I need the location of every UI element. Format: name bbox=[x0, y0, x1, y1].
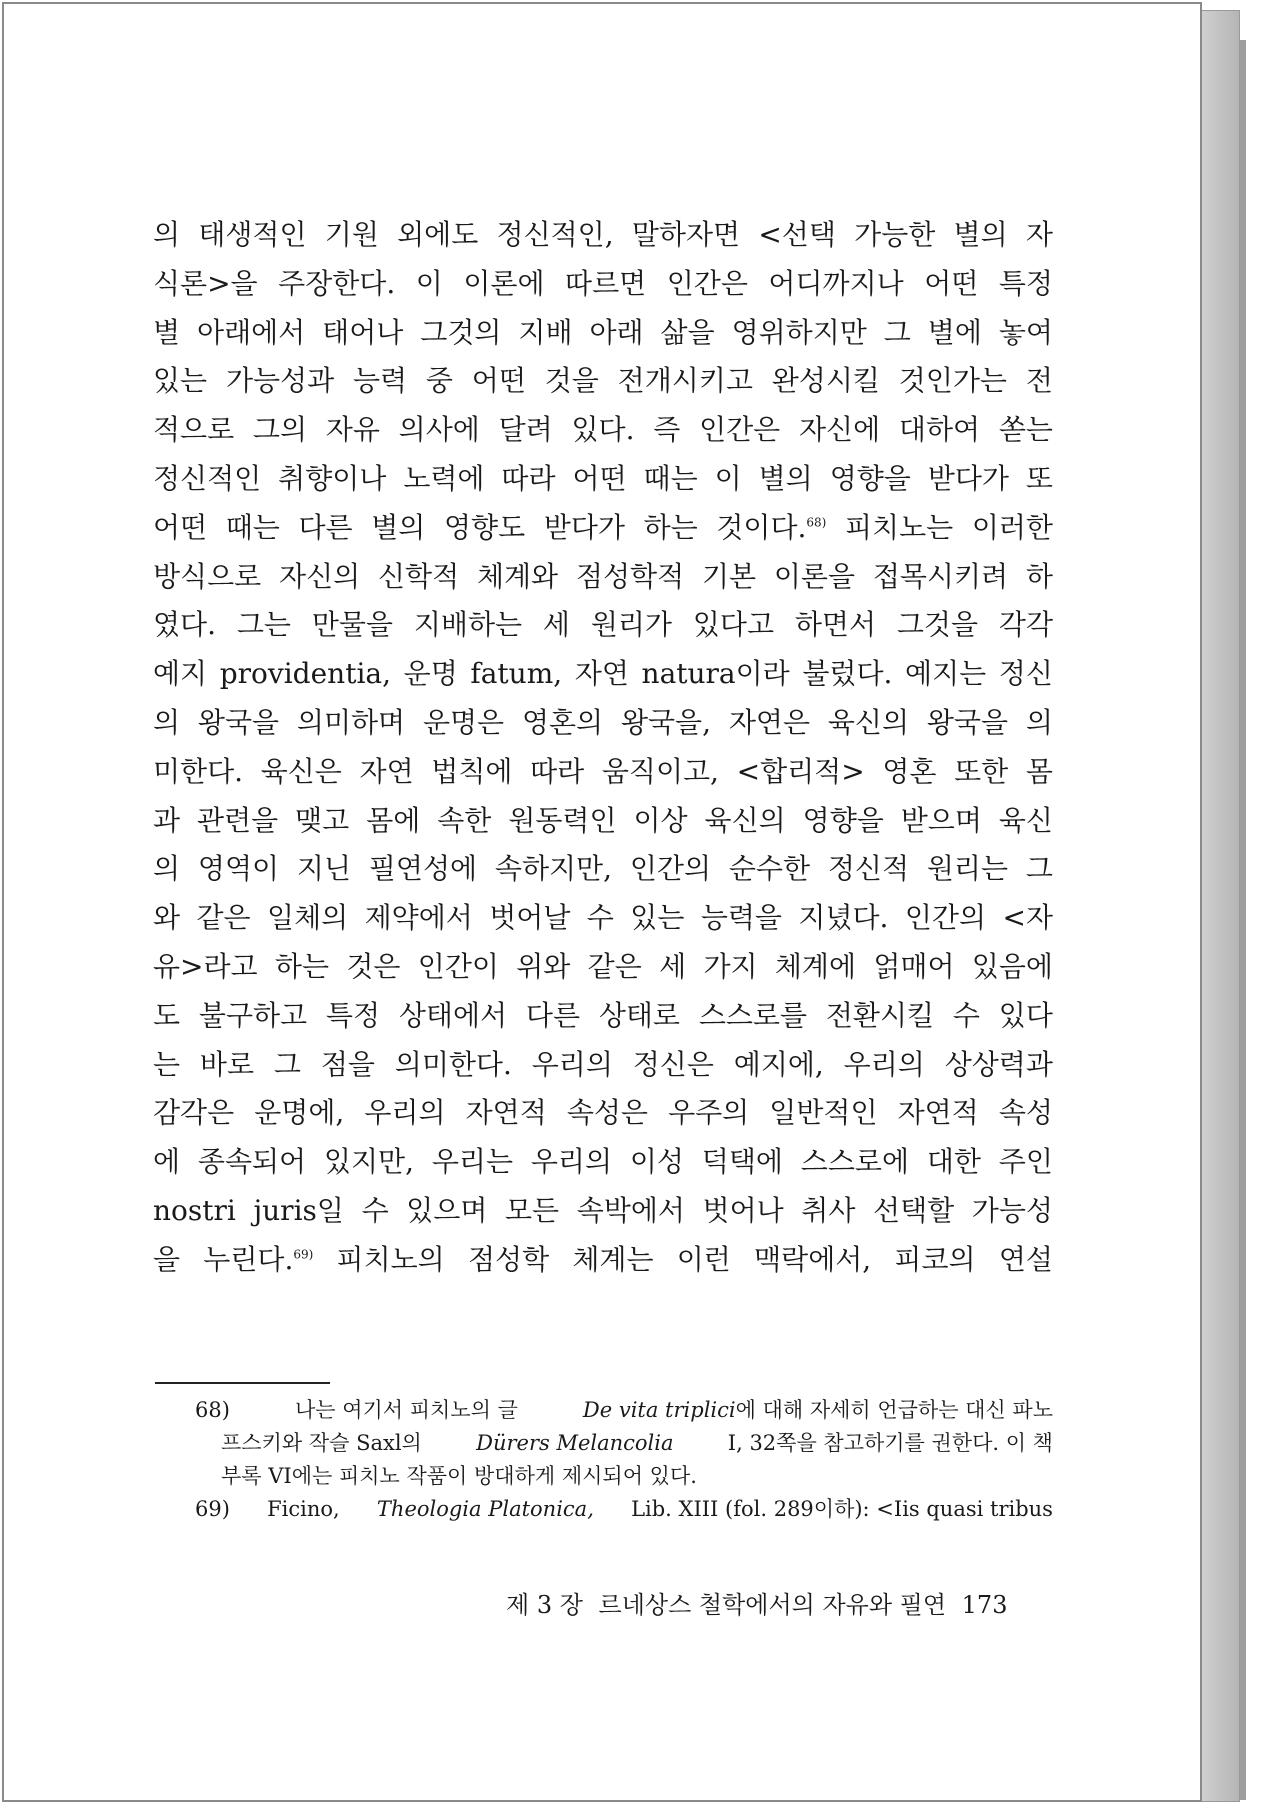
body-word: 육신은 bbox=[260, 754, 342, 788]
body-word: 정신은 bbox=[632, 1047, 714, 1081]
body-word: 였다. bbox=[153, 608, 216, 642]
body-line bbox=[153, 357, 1053, 406]
body-word: 영혼 bbox=[882, 754, 937, 788]
body-word: 몸 bbox=[1025, 754, 1053, 788]
footnote-68-book-title: Dürers Melancolia bbox=[476, 1431, 674, 1455]
body-word: 놓여 bbox=[998, 315, 1053, 349]
body-line bbox=[153, 601, 1053, 650]
footer-title: 르네상스 철학에서의 자유와 필연 bbox=[598, 1591, 947, 1619]
body-word: 방식으로 bbox=[153, 559, 262, 593]
body-word: 벗어나 bbox=[702, 1193, 784, 1227]
body-word: 외에도 bbox=[397, 218, 479, 251]
body-word: 자신의 bbox=[279, 559, 361, 593]
body-word: 순수한 bbox=[728, 852, 810, 886]
body-word: 받다가 bbox=[927, 461, 1009, 495]
body-word: 영위하지만 bbox=[731, 315, 867, 349]
body-word: 자 bbox=[1025, 218, 1053, 251]
body-word: 수 bbox=[586, 901, 614, 935]
body-word: 것이다.$^{68)}$ bbox=[716, 510, 827, 544]
body-word: 일반적인 bbox=[769, 1096, 878, 1130]
body-word: 있지만, bbox=[323, 1145, 414, 1179]
body-word: 있음에 bbox=[971, 949, 1053, 983]
body-line bbox=[153, 1187, 1053, 1236]
body-word: 취향이나 bbox=[278, 461, 387, 495]
body-word: <합리적> bbox=[736, 754, 865, 788]
body-word: 운명에, bbox=[254, 1096, 345, 1130]
body-line bbox=[153, 943, 1053, 992]
body-word: 특정 bbox=[325, 998, 381, 1032]
body-word: 따라 bbox=[530, 754, 585, 788]
body-word: 영역이 bbox=[197, 852, 280, 886]
body-word: 육신의 bbox=[704, 803, 786, 837]
body-line bbox=[153, 553, 1053, 602]
body-word: 인간은 bbox=[699, 413, 781, 447]
body-line bbox=[153, 309, 1053, 358]
body-line bbox=[153, 211, 1053, 260]
body-word: 의사에 bbox=[398, 413, 480, 447]
body-word: 따르면 bbox=[565, 266, 647, 300]
body-word: 일체의 bbox=[267, 901, 349, 935]
body-word: 인간은 bbox=[666, 266, 748, 300]
body-word: 가능성과 bbox=[225, 364, 335, 398]
body-word: 우리의 bbox=[531, 1047, 613, 1081]
footer-chapter: 제 3 장 bbox=[506, 1591, 583, 1619]
body-word: 왕국을, bbox=[620, 705, 711, 739]
body-word: 받으며 bbox=[900, 803, 982, 837]
body-word: 같은 bbox=[196, 901, 251, 935]
body-word: 이런 bbox=[676, 1242, 731, 1276]
body-word: 지배 bbox=[518, 315, 573, 349]
body-word: 지닌 bbox=[296, 852, 352, 886]
body-word: 어떤 bbox=[572, 461, 627, 495]
body-word: 말하자면 bbox=[631, 218, 741, 251]
body-word: 별의 bbox=[953, 218, 1008, 251]
body-line bbox=[153, 845, 1053, 894]
body-word: 스스로를 bbox=[698, 998, 808, 1032]
body-word: 인간의 bbox=[904, 901, 987, 935]
body-line bbox=[153, 1138, 1053, 1187]
body-word: 만물을 bbox=[311, 608, 393, 642]
body-word: 체계는 bbox=[572, 1242, 654, 1276]
body-word: 정신적 bbox=[827, 852, 909, 886]
body-word: 가지 bbox=[703, 949, 758, 983]
footnote-68-text-d: I, 32쪽을 참고하기를 권한다. 이 책 bbox=[727, 1431, 1053, 1455]
body-word: 움직이고, bbox=[601, 754, 719, 788]
body-word: 위와 bbox=[516, 949, 571, 983]
footnote-68-line-3 bbox=[195, 1460, 1053, 1493]
body-word: 자신에 bbox=[798, 413, 881, 447]
body-word: 달려 bbox=[498, 413, 553, 447]
footnote-68-line-2 bbox=[195, 1427, 1053, 1460]
body-word: 정신적인 bbox=[153, 461, 262, 495]
body-word: 어떤 bbox=[924, 266, 979, 300]
body-word: 을 bbox=[153, 1242, 181, 1276]
body-word: 이 bbox=[415, 266, 443, 300]
body-word: 주장한다. bbox=[278, 266, 396, 300]
body-word: 때는 bbox=[225, 510, 280, 544]
body-word: 것을 bbox=[544, 364, 599, 398]
body-word: 삶을 bbox=[660, 315, 715, 349]
body-word: 별에 bbox=[927, 315, 982, 349]
body-line bbox=[153, 1236, 1053, 1285]
body-word: 태어나 bbox=[322, 315, 404, 349]
body-word: 의 bbox=[1025, 705, 1053, 739]
body-word: 영혼의 bbox=[521, 705, 604, 739]
body-word: 신학적 bbox=[377, 559, 460, 593]
body-line bbox=[153, 894, 1053, 943]
footnote-68-text-a: 나는 여기서 피치노의 글 bbox=[294, 1398, 518, 1422]
body-word: 원리는 bbox=[926, 852, 1008, 886]
body-word: 몸에 bbox=[366, 803, 421, 837]
body-word: 왕국을 bbox=[926, 705, 1008, 739]
footnote-68-text-e: 부록 VI에는 피치노 작품이 방대하게 제시되어 있다. bbox=[221, 1464, 697, 1488]
body-line bbox=[153, 1041, 1053, 1090]
body-word: 접목시키려 bbox=[872, 559, 1009, 593]
body-word: 하 bbox=[1025, 559, 1053, 593]
body-word: 쏟는 bbox=[998, 413, 1053, 447]
body-word: 그의 bbox=[252, 413, 308, 447]
body-word: 제약에서 bbox=[364, 901, 473, 935]
body-word: 그 bbox=[273, 1047, 301, 1081]
body-word: 누린다.$^{69)}$ bbox=[203, 1242, 314, 1276]
body-word: 별 bbox=[153, 315, 181, 349]
body-word: 얽매어 bbox=[873, 949, 955, 983]
body-word: 세 bbox=[542, 608, 570, 642]
body-word: 가능성 bbox=[971, 1193, 1053, 1227]
body-word: 에 bbox=[153, 1145, 181, 1179]
body-word: 상상력과 bbox=[944, 1047, 1053, 1081]
body-word: 것인가는 bbox=[898, 364, 1007, 398]
body-word: 벗어날 bbox=[489, 901, 571, 935]
body-word: 의미하며 bbox=[296, 705, 406, 739]
page-number: 173 bbox=[961, 1591, 1008, 1619]
body-word: 중 bbox=[425, 364, 453, 398]
body-word: 우리의 bbox=[843, 1047, 925, 1081]
footnote-69-title: Theologia Platonica, bbox=[376, 1497, 594, 1521]
body-word: 같은 bbox=[587, 949, 642, 983]
body-word: 선택할 bbox=[873, 1193, 955, 1227]
body-word: 즉 bbox=[653, 413, 681, 447]
body-word: 특정 bbox=[998, 266, 1053, 300]
body-word: 기원 bbox=[324, 218, 379, 251]
body-word: 관련을 bbox=[197, 803, 279, 837]
body-word: 어떤 bbox=[471, 364, 526, 398]
body-word: 유>라고 bbox=[153, 949, 258, 983]
body-word: 이 bbox=[714, 461, 742, 495]
body-word: 는 bbox=[153, 1047, 181, 1081]
body-word: 예지 bbox=[153, 657, 208, 691]
body-word: 있는 bbox=[630, 901, 685, 935]
body-word: 노력에 bbox=[403, 461, 485, 495]
running-footer bbox=[506, 1585, 1015, 1620]
body-line bbox=[153, 992, 1053, 1041]
body-word: 육신 bbox=[998, 803, 1053, 837]
body-word: 피치노는 bbox=[844, 510, 954, 544]
body-line bbox=[153, 797, 1053, 846]
body-word: 있다. bbox=[571, 413, 635, 447]
body-word: 체계에 bbox=[774, 949, 857, 983]
body-word: 맥락에서, bbox=[754, 1242, 872, 1276]
body-word: 바로 bbox=[199, 1047, 255, 1081]
body-word: 이성 bbox=[629, 1145, 684, 1179]
body-word: 운명 bbox=[403, 657, 458, 691]
body-word: <선택 bbox=[758, 218, 836, 251]
body-word: providentia, bbox=[219, 657, 392, 691]
body-word: 감각은 bbox=[153, 1096, 235, 1130]
body-word: 자연적 bbox=[897, 1096, 979, 1130]
body-word: 적으로 bbox=[153, 413, 235, 447]
footnotes bbox=[195, 1394, 1053, 1526]
body-word: 아래에서 bbox=[197, 315, 306, 349]
body-word: 능력을 bbox=[700, 901, 782, 935]
body-line bbox=[153, 406, 1053, 455]
body-word: 우주의 bbox=[668, 1096, 750, 1130]
body-word: 자연 bbox=[359, 754, 414, 788]
body-word: 전환시킬 bbox=[825, 998, 935, 1032]
body-word: 자연적 bbox=[465, 1096, 547, 1130]
body-word: 따라 bbox=[501, 461, 556, 495]
body-word: 종속되어 bbox=[197, 1145, 307, 1179]
body-word: 과 bbox=[153, 803, 181, 837]
body-line bbox=[153, 504, 1053, 553]
body-word: 하는 bbox=[643, 510, 698, 544]
body-word: 스스로에 bbox=[800, 1145, 909, 1179]
body-word: 의미한다. bbox=[394, 1047, 512, 1081]
body-word: 우리의 bbox=[364, 1096, 446, 1130]
body-word: 인간의 bbox=[629, 852, 711, 886]
body-line bbox=[153, 650, 1053, 699]
footnote-68-number: 68) bbox=[195, 1398, 230, 1422]
body-word: 우리는 bbox=[431, 1145, 513, 1179]
body-word: fatum, bbox=[470, 657, 563, 691]
body-word: 상태에서 bbox=[398, 998, 508, 1032]
body-word: 전 bbox=[1025, 364, 1053, 398]
body-word: 하는 bbox=[274, 949, 330, 983]
body-word: 있으며 bbox=[406, 1193, 488, 1227]
body-word: 자연은 bbox=[728, 705, 810, 739]
body-word: 어떤 bbox=[153, 510, 208, 544]
body-word: 이론을 bbox=[773, 559, 856, 593]
body-word: 의 bbox=[153, 705, 181, 739]
body-word: 하면서 bbox=[794, 608, 877, 642]
footnote-mark-69: 69) bbox=[293, 1247, 314, 1262]
body-word: 대한 bbox=[926, 1145, 981, 1179]
body-word: 육신의 bbox=[827, 705, 909, 739]
body-word: 정신적인, bbox=[496, 218, 614, 251]
body-word: 것은 bbox=[346, 949, 401, 983]
body-word: 속하지만, bbox=[494, 852, 612, 886]
body-word: 또 bbox=[1025, 461, 1053, 495]
body-word: 식론>을 bbox=[153, 266, 258, 300]
footnote-rule bbox=[155, 1382, 330, 1384]
body-word: 영향을 bbox=[829, 461, 911, 495]
body-word: 우리의 bbox=[530, 1145, 612, 1179]
footnote-69-number: 69) bbox=[195, 1497, 230, 1521]
body-word: 완성시킬 bbox=[771, 364, 880, 398]
body-word: 수 bbox=[952, 998, 980, 1032]
body-word: 또한 bbox=[954, 754, 1009, 788]
body-word: 수 bbox=[361, 1193, 389, 1227]
body-line bbox=[153, 699, 1053, 748]
body-word: 와 bbox=[153, 901, 181, 935]
body-word: 기본 bbox=[701, 559, 757, 593]
body-word: 속성은 bbox=[566, 1096, 648, 1130]
body-word: 상태로 bbox=[598, 998, 680, 1032]
body-word: 있다 bbox=[998, 998, 1053, 1032]
body-word: 지녔다. bbox=[798, 901, 889, 935]
footnote-mark-68: 68) bbox=[806, 515, 827, 530]
body-word: 이러한 bbox=[971, 510, 1053, 544]
body-word: 각각 bbox=[998, 608, 1053, 642]
body-word: <자 bbox=[1002, 901, 1053, 935]
body-word: 가능한 bbox=[854, 218, 936, 251]
body-word: 대하여 bbox=[898, 413, 981, 447]
body-word: 불렀다. bbox=[802, 657, 893, 691]
body-word: 운명은 bbox=[422, 705, 505, 739]
body-line bbox=[153, 260, 1053, 309]
body-word: 예지에, bbox=[733, 1047, 824, 1081]
footnote-69-author: Ficino, bbox=[267, 1497, 340, 1521]
body-word: 의 bbox=[153, 852, 181, 886]
body-word: 그 bbox=[1025, 852, 1053, 886]
body-word: 별의 bbox=[758, 461, 813, 495]
body-word: 맺고 bbox=[295, 803, 350, 837]
body-word: 세 bbox=[659, 949, 687, 983]
body-word: 영향을 bbox=[802, 803, 884, 837]
body-word: 점성학 bbox=[467, 1242, 550, 1276]
body-word: 그것을 bbox=[896, 608, 979, 642]
body-word: 영향도 bbox=[444, 510, 526, 544]
body-word: natura이라 bbox=[641, 657, 790, 691]
body-word: 그는 bbox=[236, 608, 291, 642]
body-word: 원리가 bbox=[590, 608, 672, 642]
body-word: 지배하는 bbox=[413, 608, 523, 642]
body-word: 예지는 bbox=[905, 657, 987, 691]
body-word: 점성학적 bbox=[575, 559, 685, 593]
body-word: 법칙에 bbox=[431, 754, 513, 788]
body-line bbox=[153, 748, 1053, 797]
body-word: 연설 bbox=[998, 1242, 1053, 1276]
body-word: 있는 bbox=[153, 364, 208, 398]
footnote-68-title: De vita triplici bbox=[582, 1398, 736, 1422]
footnote-68-line-1 bbox=[195, 1394, 1053, 1427]
body-word: 때는 bbox=[643, 461, 698, 495]
body-word: 다른 bbox=[298, 510, 353, 544]
body-word: 그것의 bbox=[420, 315, 502, 349]
body-word: 이론에 bbox=[463, 266, 545, 300]
body-word: 별의 bbox=[371, 510, 426, 544]
body-word: 덕택에 bbox=[701, 1145, 783, 1179]
body-word: 아래 bbox=[589, 315, 644, 349]
body-word: 불구하고 bbox=[198, 998, 308, 1032]
body-word: 의 bbox=[153, 218, 181, 251]
body-word: 속성 bbox=[998, 1096, 1053, 1130]
footnote-68-title-wrap bbox=[583, 1394, 1053, 1427]
body-line bbox=[153, 455, 1053, 504]
body-text bbox=[153, 211, 1053, 1285]
body-word: 피치노의 bbox=[336, 1242, 445, 1276]
body-word: 자유 bbox=[325, 413, 380, 447]
body-line bbox=[153, 1089, 1053, 1138]
body-word: 태생적인 bbox=[198, 218, 307, 251]
footnote-68-text-b: 에 대해 자세히 언급하는 대신 파노 bbox=[735, 1398, 1053, 1422]
body-word: 체계와 bbox=[476, 559, 559, 593]
page-edge bbox=[1200, 10, 1240, 1802]
body-word: 모든 bbox=[505, 1193, 560, 1227]
footnote-69-line-1 bbox=[195, 1493, 1053, 1526]
body-word: 있다고 bbox=[692, 608, 774, 642]
body-word: 필연성에 bbox=[368, 852, 478, 886]
body-word: 도 bbox=[153, 998, 181, 1032]
body-word: 피코의 bbox=[894, 1242, 976, 1276]
body-word: 그 bbox=[883, 315, 911, 349]
body-word: 취사 bbox=[801, 1193, 856, 1227]
body-word: 속한 bbox=[437, 803, 492, 837]
body-word: 미한다. bbox=[153, 754, 244, 788]
body-word: juris일 bbox=[253, 1193, 344, 1227]
body-word: 능력 bbox=[352, 364, 408, 398]
footnote-69-text: Lib. XIII (fol. 289이하): <Iis quasi tribus bbox=[631, 1497, 1053, 1521]
body-word: 다른 bbox=[525, 998, 580, 1032]
body-word: 점을 bbox=[320, 1047, 375, 1081]
body-word: 인간이 bbox=[417, 949, 499, 983]
body-word: 주인 bbox=[998, 1145, 1053, 1179]
body-word: 정신 bbox=[998, 657, 1053, 691]
body-word: 왕국을 bbox=[197, 705, 280, 739]
body-word: 원동력인 bbox=[508, 803, 617, 837]
body-word: 자연 bbox=[574, 657, 629, 691]
body-word: 전개시키고 bbox=[617, 364, 753, 398]
body-word: nostri bbox=[153, 1193, 236, 1227]
body-word: 이상 bbox=[633, 803, 688, 837]
body-word: 어디까지나 bbox=[768, 266, 904, 300]
body-word: 속박에서 bbox=[576, 1193, 685, 1227]
footnote-68-text-c: 프스키와 작슬 Saxl의 bbox=[221, 1431, 422, 1455]
body-word: 받다가 bbox=[543, 510, 625, 544]
